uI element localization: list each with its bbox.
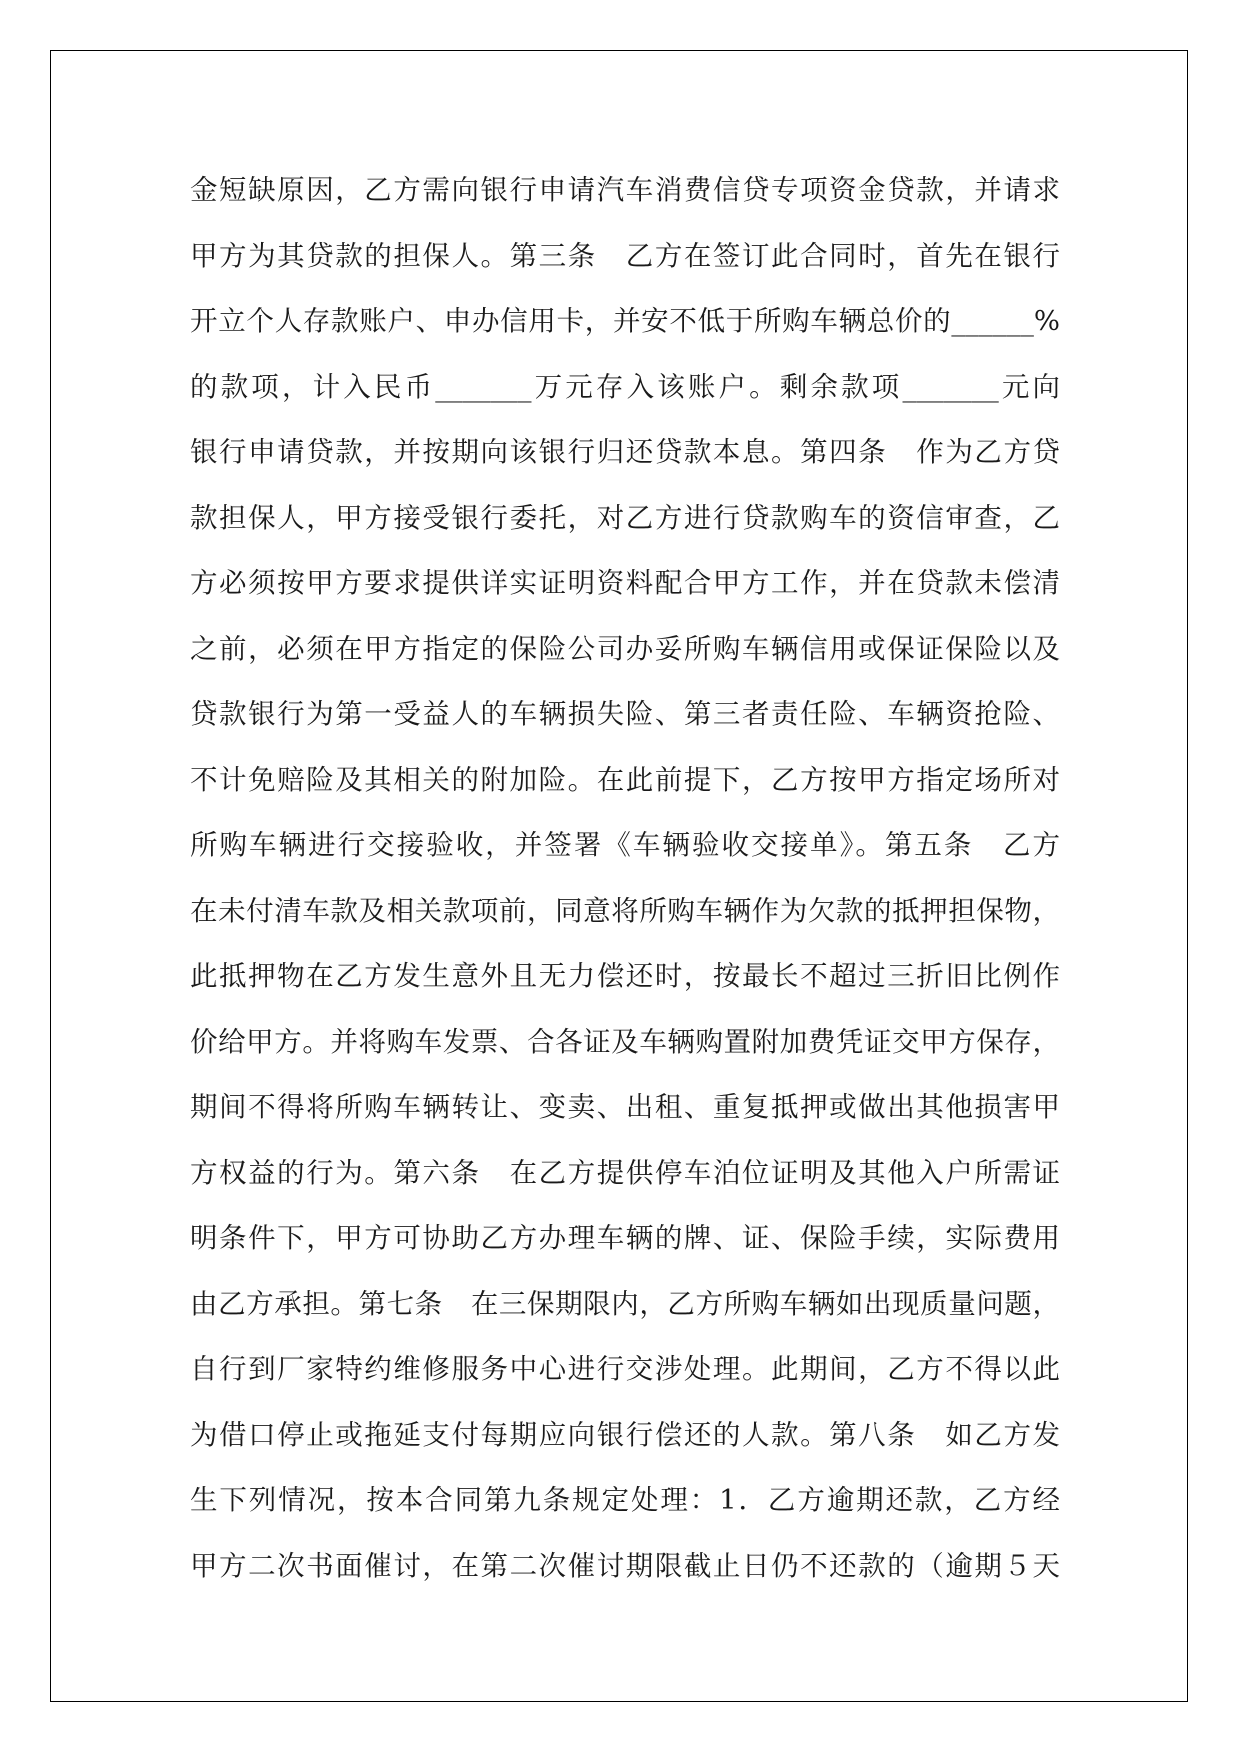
text-line: 款担保人，甲方接受银行委托，对乙方进行贷款购车的资信审查，乙 [190,501,1060,534]
text-line: 之前，必须在甲方指定的保险公司办妥所购车辆信用或保证保险以及 [190,632,1060,665]
text-line: 银行申请贷款，并按期向该银行归还贷款本息。第四条 作为乙方贷 [190,436,1060,468]
text-line: 方权益的行为。第六条 在乙方提供停车泊位证明及其他入户所需证 [190,1156,1060,1189]
text-line: 所购车辆进行交接验收，并签署《车辆验收交接单》。第五条 乙方 [190,829,1060,861]
text-line: 方必须按甲方要求提供详实证明资料配合甲方工作，并在贷款未偿清 [190,567,1060,599]
text-line: 开立个人存款账户、申办信用卡，并安不低于所购车辆总价的______% [190,305,1060,337]
text-line: 在未付清车款及相关款项前，同意将所购车辆作为欠款的抵押担保物， [190,894,1060,927]
text-line: 为借口停止或拖延支付每期应向银行偿还的人款。第八条 如乙方发 [190,1418,1060,1451]
contract-body-text [190,158,1060,1599]
text-line: 甲方二次书面催讨，在第二次催讨期限截止日仍不还款的（逾期５天 [190,1549,1060,1582]
text-line: 由乙方承担。第七条 在三保期限内，乙方所购车辆如出现质量问题， [190,1287,1060,1320]
text-line: 生下列情况，按本合同第九条规定处理：1．乙方逾期还款，乙方经 [190,1484,1060,1516]
text-line: 不计免赔险及其相关的附加险。在此前提下，乙方按甲方指定场所对 [190,763,1060,796]
text-line: 的款项，计入民币_______万元存入该账户。剩余款项_______元向 [190,370,1060,403]
text-line: 明条件下，甲方可协助乙方办理车辆的牌、证、保险手续，实际费用 [190,1222,1060,1254]
text-line: 自行到厂家特约维修服务中心进行交涉处理。此期间，乙方不得以此 [190,1353,1060,1385]
text-line: 甲方为其贷款的担保人。第三条 乙方在签订此合同时，首先在银行 [190,239,1060,272]
text-line: 贷款银行为第一受益人的车辆损失险、第三者责任险、车辆资抢险、 [190,698,1060,730]
text-line: 期间不得将所购车辆转让、变卖、出租、重复抵押或做出其他损害甲 [190,1091,1060,1123]
text-line: 此抵押物在乙方发生意外且无力偿还时，按最长不超过三折旧比例作 [190,960,1060,992]
text-line: 价给甲方。并将购车发票、合各证及车辆购置附加费凭证交甲方保存， [190,1025,1060,1058]
text-line: 金短缺原因，乙方需向银行申请汽车消费信贷专项资金贷款，并请求 [190,174,1060,206]
